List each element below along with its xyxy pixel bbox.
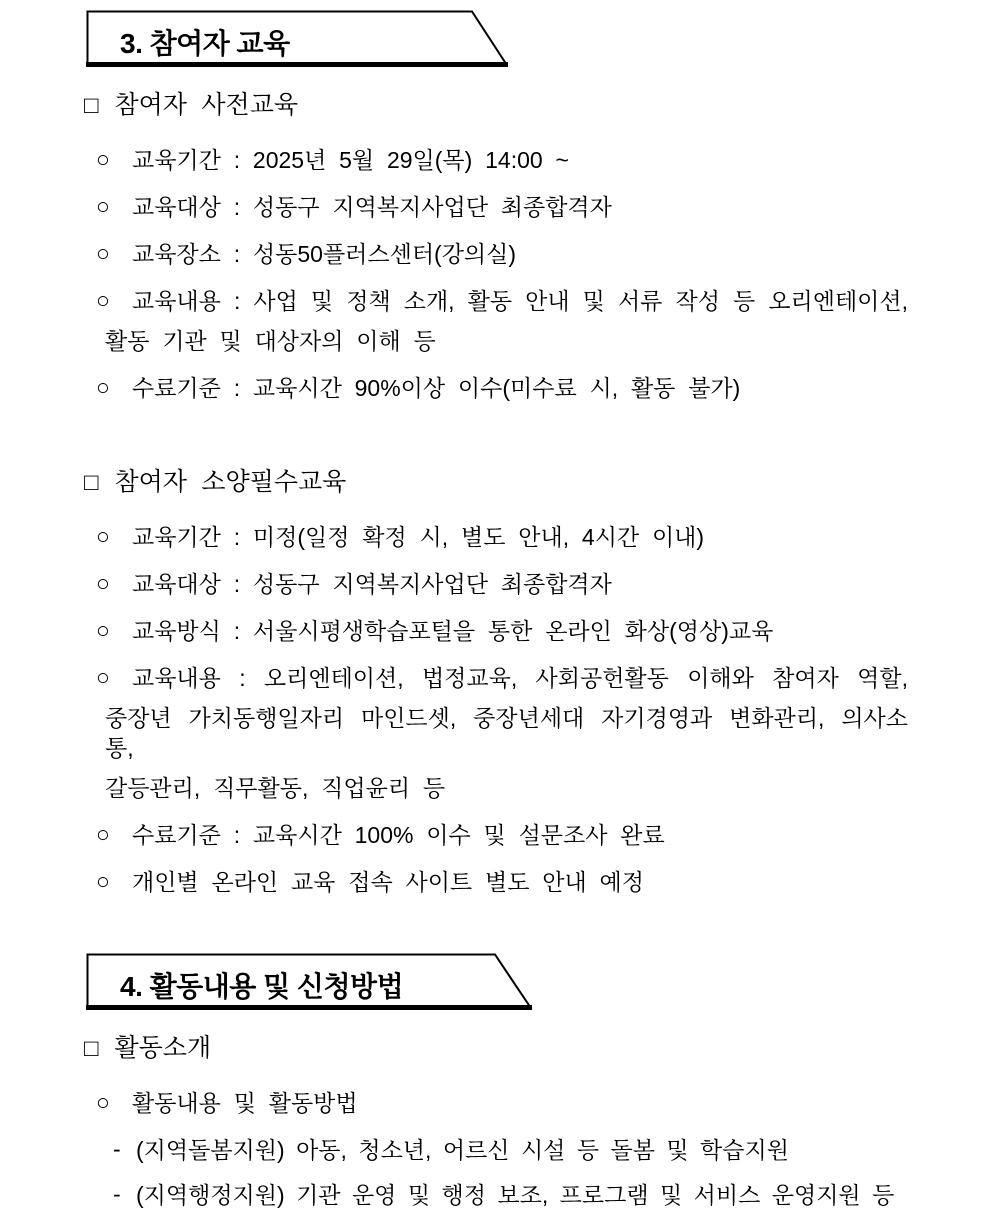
activity-intro-heading <box>84 1033 908 1064</box>
required-education-subsection <box>84 467 908 897</box>
square-marker: □ <box>84 92 99 119</box>
item-text: 수료기준 : 교육시간 90%이상 이수(미수료 시, 활동 불가) <box>132 375 741 401</box>
section-4-banner <box>86 953 908 1011</box>
item-text: 활동내용 및 활동방법 <box>132 1090 358 1116</box>
section-3-title: 3. 참여자 교육 <box>120 28 290 59</box>
subitem-text: (지역행정지원) 기관 운영 및 행정 보조, 프로그램 및 서비스 운영지원 등 <box>136 1182 895 1208</box>
section-4-title: 4. 활동내용 및 신청방법 <box>120 971 404 1002</box>
list-item-online-notice <box>84 867 908 897</box>
required-education-items <box>84 522 908 897</box>
list-item-activity-method <box>84 1088 908 1118</box>
item-text: 교육내용 : 오리엔테이션, 법정교육, 사회공헌활동 이해와 참여자 역할, <box>132 665 908 691</box>
activity-intro-subsection <box>84 1033 908 1210</box>
circle-marker: ○ <box>96 374 110 400</box>
circle-marker: ○ <box>96 1089 110 1115</box>
dash-marker: - <box>113 1136 121 1162</box>
circle-marker: ○ <box>96 570 110 596</box>
list-item-edu-period <box>84 522 908 552</box>
list-item-completion <box>84 373 908 403</box>
list-item-edu-place <box>84 239 908 269</box>
circle-marker: ○ <box>96 146 110 172</box>
list-item-edu-method <box>84 616 908 646</box>
sub-list-item-admin-support <box>84 1180 908 1210</box>
item-text: 교육기간 : 미정(일정 확정 시, 별도 안내, 4시간 이내) <box>132 524 705 550</box>
item-text-continued: 활동 기관 및 대상자의 이해 등 <box>105 328 436 354</box>
pre-education-subsection <box>84 90 908 403</box>
required-education-heading <box>84 467 908 498</box>
item-text: 개인별 온라인 교육 접속 사이트 별도 안내 예정 <box>132 869 644 895</box>
square-marker: □ <box>84 469 99 496</box>
list-item-edu-content <box>84 663 908 803</box>
item-text: 교육방식 : 서울시평생학습포털을 통한 온라인 화상(영상)교육 <box>132 618 774 644</box>
circle-marker: ○ <box>96 287 110 313</box>
list-item-edu-target <box>84 569 908 599</box>
list-item-edu-content <box>84 286 908 356</box>
item-text: 수료기준 : 교육시간 100% 이수 및 설문조사 완료 <box>132 822 665 848</box>
item-text: 교육내용 : 사업 및 정책 소개, 활동 안내 및 서류 작성 등 오리엔테이션, <box>132 288 908 314</box>
item-text: 교육대상 : 성동구 지역복지사업단 최종합격자 <box>132 194 612 220</box>
subitem-text: (지역돌봄지원) 아동, 청소년, 어르신 시설 등 돌봄 및 학습지원 <box>136 1137 789 1163</box>
circle-marker: ○ <box>96 868 110 894</box>
square-marker: □ <box>84 1035 99 1062</box>
circle-marker: ○ <box>96 664 110 690</box>
list-item-edu-period <box>84 145 908 175</box>
list-item-edu-target <box>84 192 908 222</box>
item-text: 교육기간 : 2025년 5월 29일(목) 14:00 ~ <box>132 147 569 173</box>
heading-text: 참여자 사전교육 <box>114 91 298 119</box>
list-item-completion <box>84 820 908 850</box>
circle-marker: ○ <box>96 240 110 266</box>
item-text-continued: 중장년 가치동행일자리 마인드셋, 중장년세대 자기경영과 변화관리, 의사소통, <box>105 705 908 761</box>
section-3-banner <box>86 10 908 68</box>
heading-text: 참여자 소양필수교육 <box>114 468 347 496</box>
pre-education-items <box>84 145 908 403</box>
circle-marker: ○ <box>96 523 110 549</box>
item-text-continued: 갈등관리, 직무활동, 직업윤리 등 <box>105 775 446 801</box>
circle-marker: ○ <box>96 821 110 847</box>
item-text: 교육장소 : 성동50플러스센터(강의실) <box>132 241 517 267</box>
dash-marker: - <box>113 1181 121 1207</box>
circle-marker: ○ <box>96 193 110 219</box>
activity-intro-items <box>84 1088 908 1210</box>
circle-marker: ○ <box>96 617 110 643</box>
item-text: 교육대상 : 성동구 지역복지사업단 최종합격자 <box>132 571 612 597</box>
pre-education-heading <box>84 90 908 121</box>
sub-list-item-care-support <box>84 1135 908 1165</box>
heading-text: 활동소개 <box>114 1034 212 1062</box>
